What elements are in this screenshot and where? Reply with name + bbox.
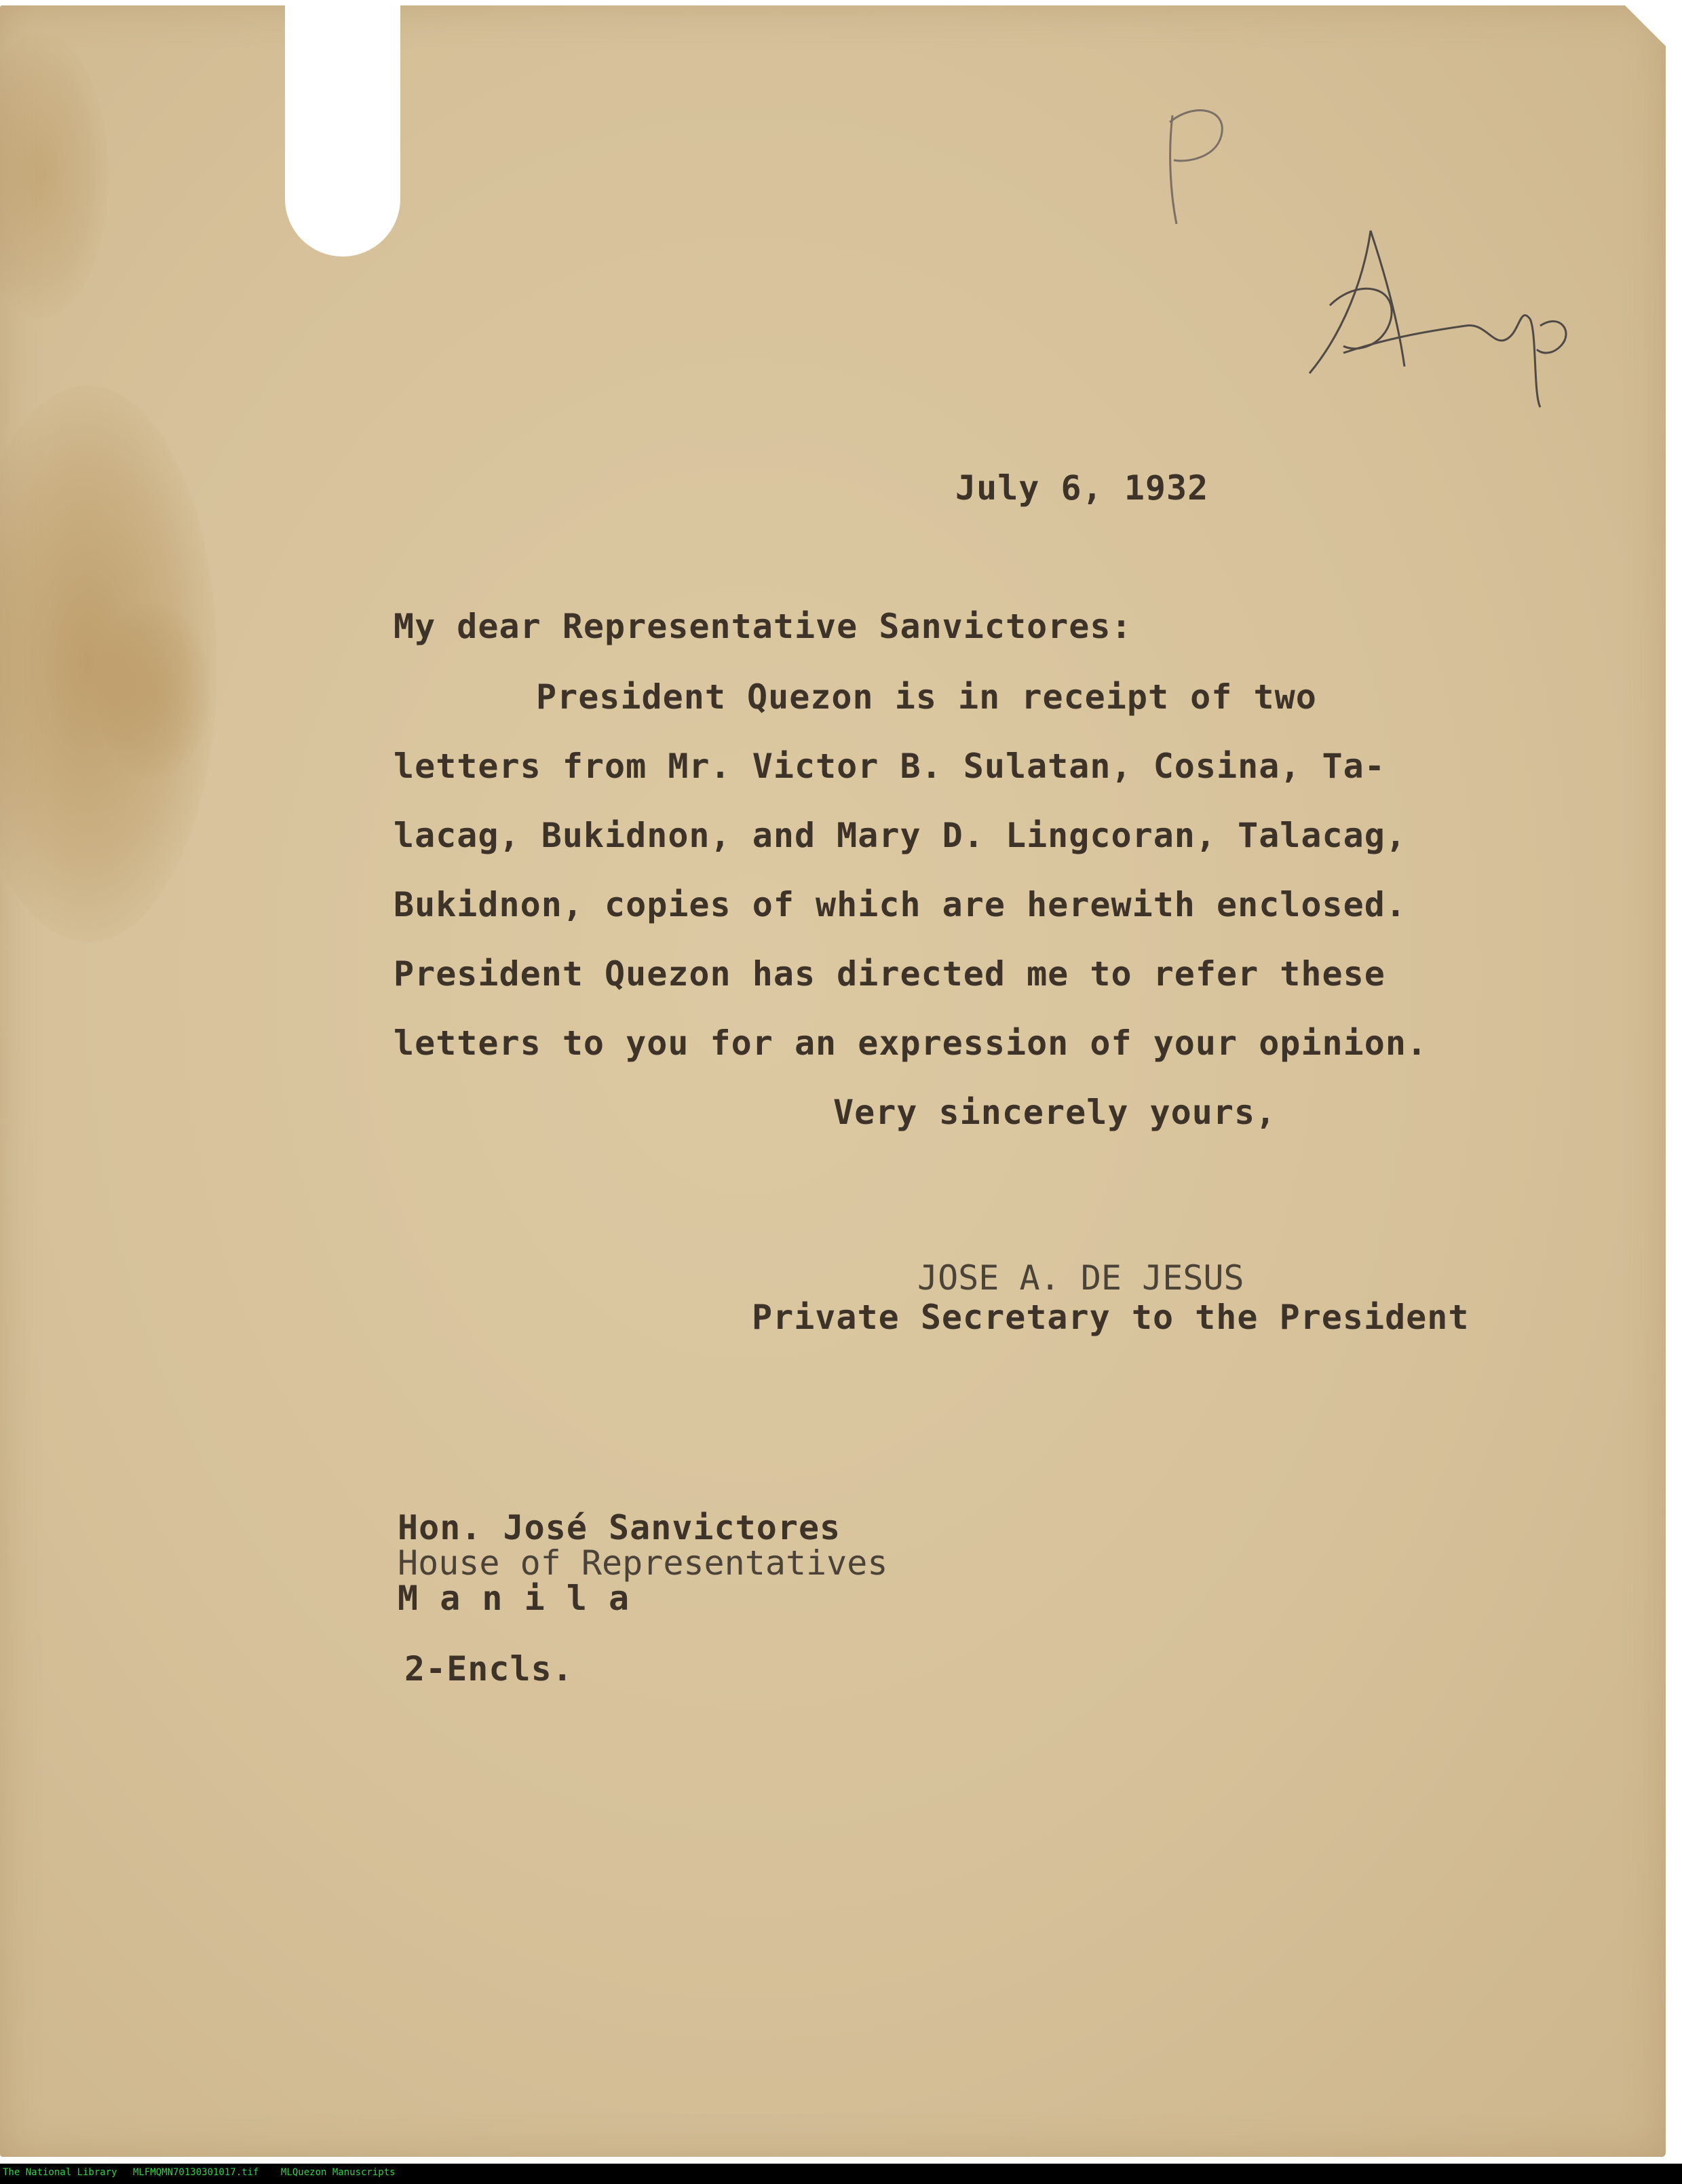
body-line: President Quezon is in receipt of two	[536, 677, 1317, 717]
body-line: Bukidnon, copies of which are herewith enclosed.	[394, 885, 1407, 924]
handwritten-initials-signature	[1303, 217, 1588, 421]
signer-title: Private Secretary to the President	[752, 1298, 1470, 1337]
recipient-name: Hon. José Sanvictores	[398, 1508, 841, 1547]
handwritten-p-mark	[1153, 95, 1248, 244]
signer-name: JOSE A. DE JESUS	[917, 1258, 1244, 1298]
footer-file-id: MLFMQMN70130301017.tif	[133, 2167, 259, 2178]
body-line: lacag, Bukidnon, and Mary D. Lingcoran, Talacag,	[394, 816, 1407, 855]
letter-date: July 6, 1932	[955, 468, 1209, 508]
letter-closing: Very sincerely yours,	[833, 1093, 1277, 1132]
recipient-city: M a n i l a	[398, 1579, 630, 1618]
body-line: letters to you for an expression of your opinion.	[394, 1023, 1428, 1063]
body-line: letters from Mr. Victor B. Sulatan, Cosina, Ta-	[394, 747, 1385, 786]
recipient-office: House of Representatives	[398, 1543, 888, 1583]
water-stain-small	[95, 603, 210, 779]
water-stain-top	[0, 33, 109, 318]
letter-salutation: My dear Representative Sanvictores:	[394, 607, 1132, 646]
body-line: President Quezon has directed me to refer these	[394, 954, 1385, 994]
enclosures-note: 2-Encls.	[404, 1649, 573, 1689]
footer-collection: MLQuezon Manuscripts	[281, 2167, 396, 2178]
torn-hole	[285, 5, 400, 257]
footer-library: The National Library	[3, 2167, 117, 2178]
